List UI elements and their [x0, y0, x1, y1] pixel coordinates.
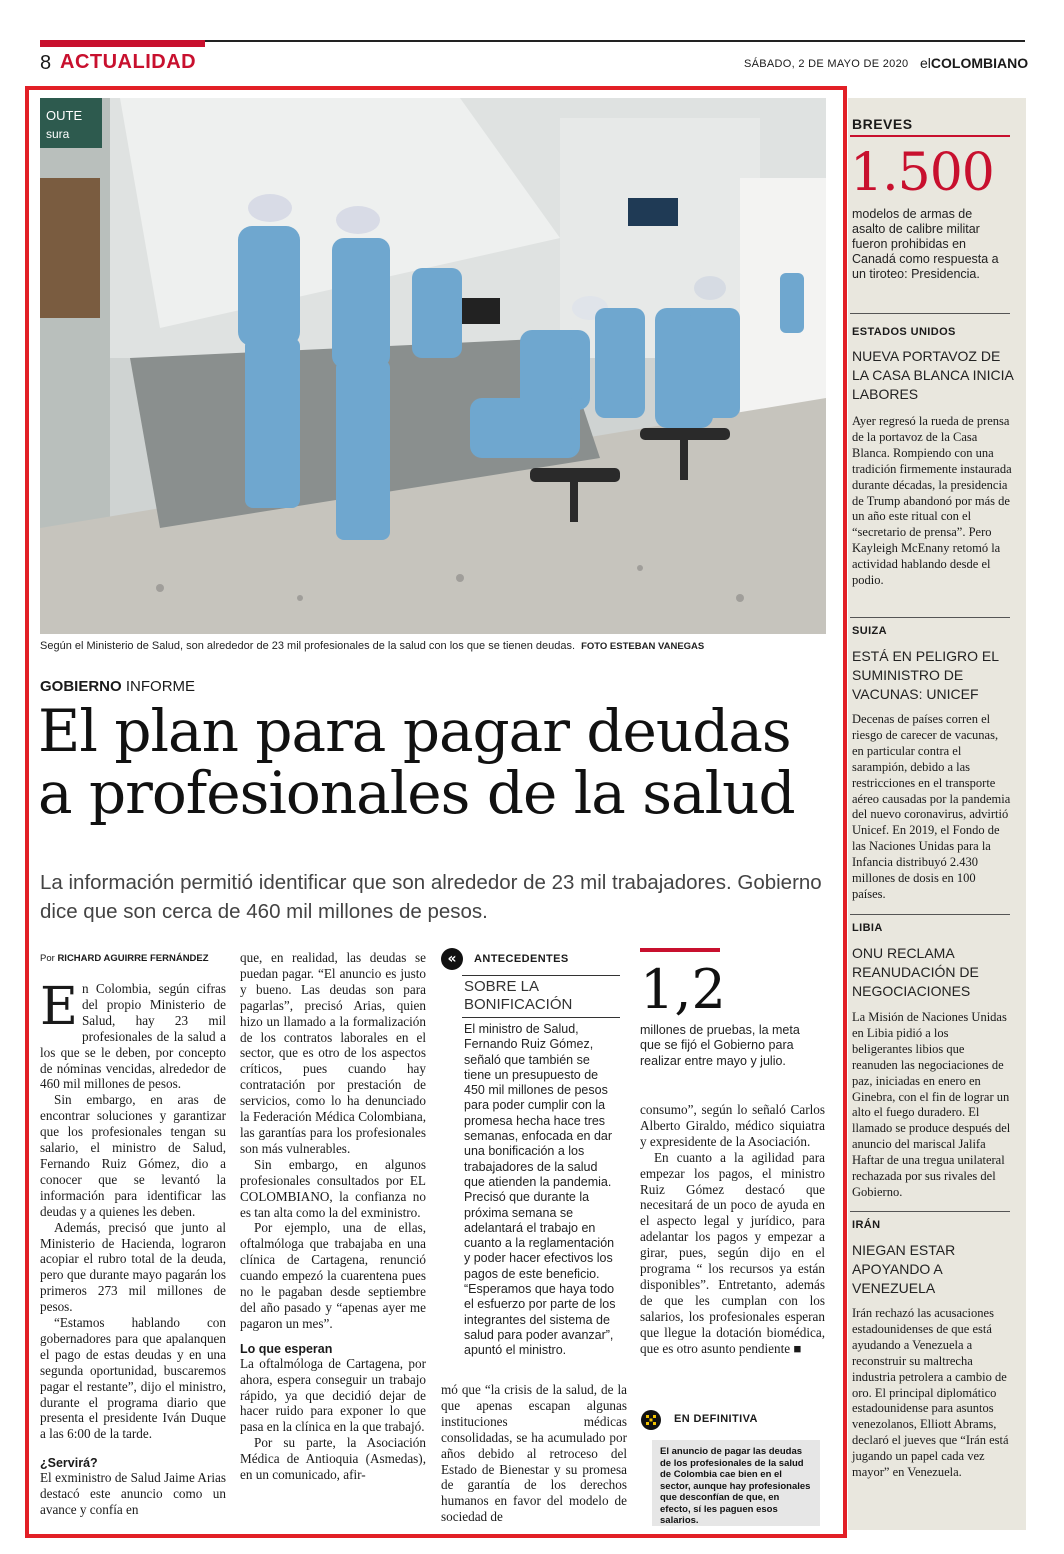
hospital-scene-illustration: [40, 98, 826, 634]
headline-line-1: El plan para pagar deudas: [38, 697, 791, 765]
sidebar-item-text: Decenas de países corren el riesgo de carecer de vacunas, en particular contra el sarampión, debido a las restricciones en el transporte aéreo causadas por la pandemia del nuevo coronavirus, advirtió Unicef. En 2019, el Fondo de las Naciones Unidas para la Infancia distribuyó 2.430 millones de dosis en 100 países.: [852, 712, 1011, 901]
byline: [40, 953, 209, 964]
drop-cap: E: [40, 977, 78, 1037]
hospital-photo: [40, 98, 826, 634]
sidebar-item-title: ESTÁ EN PELIGRO EL SUMINISTRO DE VACUNAS: UNICEF: [852, 648, 999, 702]
sidebar-item-country: IRÁN: [852, 1219, 881, 1231]
sidebar-item-text: Irán rechazó las acusaciones estadounidenses de que está ayudando a Venezuela a reconstruir su maltrecha industria petrolera a cambio de oro. El principal diplomático estadounidense para asuntos venezolanos, Elliott Abrams, declaró el jueves que “Irán está jugando un papel cada vez mayor” en Venezuela.: [852, 1306, 1009, 1480]
sidebar-item-title: NIEGAN ESTAR APOYANDO A VENEZUELA: [852, 1242, 956, 1296]
logo-name: COLOMBIANO: [930, 55, 1029, 71]
sidebar-item-country: LIBIA: [852, 922, 883, 934]
body-paragraph: Por su parte, la Asociación Médica de Antioquia (Asmedas), en un comunicado, afir-: [240, 1435, 426, 1483]
sidebar-rule: [850, 617, 1010, 618]
body-paragraph: En cuanto a la agilidad para empezar los pagos, el ministro Ruiz Gómez destacó que necesitará de un poco de ayuda en el aspecto legal y jurídico, para adelantar los pagos y empezar a girar, pues, según dijo en el programa “ los recursos ya están disponibles”. Entretanto, además de que les cumplan con los salarios, los profesionales esperan que llegue la dotación biomédica, que es otro asunto pendiente ■: [640, 1149, 825, 1356]
sidebar-item-country: ESTADOS UNIDOS: [852, 326, 956, 338]
article-headline: [38, 697, 838, 827]
subhead: ¿Servirá?: [40, 1456, 98, 1471]
byline-author: RICHARD AGUIRRE FERNÁNDEZ: [57, 953, 209, 964]
caption-text: Según el Ministerio de Salud, son alrededor de 23 mil profesionales de la salud con los que se tienen deudas.: [40, 640, 576, 652]
en-definitiva-box: El anuncio de pagar las deudas de los profesionales de la salud de Colombia cae bien en el sector, aunque hay profesionales que desconfían de que, en efecto, sí les paguen esos salarios.: [652, 1440, 820, 1526]
svg-text:sura: sura: [46, 127, 70, 141]
sidebar-item-title: NUEVA PORTAVOZ DE LA CASA BLANCA INICIA LABORES: [852, 348, 1014, 402]
body-paragraph: Sin embargo, en aras de encontrar soluciones y garantizar que los profesionales tengan su salario, el ministro de Salud, Fernando Ruiz Gómez, dio a conocer que se levantó la información para identificar las deudas y a quienes les deben.: [40, 1092, 226, 1219]
sidebar-item-title: ONU RECLAMA REANUDACIÓN DE NEGOCIACIONES: [852, 945, 979, 999]
sidebar-item-country: SUIZA: [852, 625, 887, 637]
antecedentes-text: El ministro de Salud, Fernando Ruiz Gómez, señaló que también se tiene un presupuesto de 450 mil millones de pesos para poder cumplir con la promesa hecha hace tres semanas, enfocada en dar una bonificación a los trabajadores de la salud que atienden la pandemia. Precisó que durante la próxima semana se adelantará el trabajo en cuanto a la reglamentación y poder hacer efectivos los pagos de este beneficio. “Esperamos que haya todo el esfuerzo por parte de los integrantes del sistema de salud para poder avanzar”, apuntó el ministro.: [464, 1022, 616, 1358]
breves-rule: [850, 135, 1010, 137]
subhead: Lo que esperan: [240, 1341, 333, 1356]
sidebar-item-text: Ayer regresó la rueda de prensa de la portavoz de la Casa Blanca. Rompiendo con una tradición firmemente instaurada durante décadas, la presidencia de Trump abandonó por más de un año este ritual con el “secretario de prensa”. Pero Kayleigh McEnany retomó la actividad hablando desde el podio.: [852, 414, 1012, 588]
sidebar-item-text: La Misión de Naciones Unidas en Libia pidió a los beligerantes libios que reanuden las negociaciones de paz, iniciadas en enero en Ginebra, con el fin de lograr un alto el fuego duradero. El llamado se produce después del anuncio del mariscal Jalifa Haftar de una tregua unilateral rechazada por sus rivales del Gobierno.: [852, 1010, 1011, 1199]
kicker-bold: GOBIERNO: [40, 678, 122, 695]
body-paragraph: Por ejemplo, una de ellas, oftalmóloga que trabajaba en una clínica de Cartagena, renunció cuando empezó la cuarentena pues no le pagaban desde septiembre del año pasado y “apenas ayer me pagaron un mes”.: [240, 1220, 426, 1331]
logo-el: el: [920, 55, 931, 71]
body-paragraph: que, en realidad, las deudas se puedan pagar. “El anuncio es justo y bueno. Las deudas son para pagarlas”, precisó Arias, quien hizo un llamado a la formalización de los contratos laborales en el sector, que es otro de los aspectos críticos, pues cuando hay contratación por prestación de servicios, como lo ha denunciado la Federación Médica Colombiana, las garantías para los profesionales son más vulnerables.: [240, 950, 426, 1156]
body-paragraph: El exministro de Salud Jaime Arias destacó este anuncio como un avance y confía en: [40, 1470, 226, 1518]
photo-caption: [40, 640, 830, 652]
article-deck: La información permitió identificar que son alrededor de 23 mil trabajadores. Gobierno dice que son cerca de 460 mil millones de pesos.: [40, 871, 822, 923]
body-paragraph: “Estamos hablando con gobernadores para que apalanquen el pago de estas deudas y en una segunda oportunidad, buscaremos pagar el restante”, dijo el ministro, durante el programa diario que presenta el presidente Iván Duque a las 6:00 de la tarde.: [40, 1315, 226, 1442]
body-paragraph: En Colombia, según cifras del propio Ministerio de Salud, hay 23 mil profesionales de la salud a los que se le deben, por concepto de nóminas vencidas, alrededor de 460 mil millones de pesos.: [40, 977, 226, 1092]
body-column-3: [441, 1382, 627, 1525]
en-definitiva-label: EN DEFINITIVA: [674, 1413, 758, 1425]
issue-date: SÁBADO, 2 DE MAYO DE 2020: [744, 58, 909, 70]
stat-number: 1,2: [640, 958, 726, 1021]
body-paragraph: Además, precisó que junto al Ministerio de Hacienda, lograron acopiar el rubro total de la deuda, pero que durante mayo pagarán los primeros 273 mil millones de pesos.: [40, 1219, 226, 1315]
headline-line-2: a profesionales de la salud: [38, 759, 795, 827]
antecedentes-label: ANTECEDENTES: [474, 953, 569, 965]
body-paragraph: Sin embargo, en algunos profesionales consultados por EL COLOMBIANO, la confianza no es tan alta como la del exministro.: [240, 1156, 426, 1220]
sidebar-rule: [850, 1211, 1010, 1212]
body-paragraph: La oftalmóloga de Cartagena, por ahora, espera conseguir un trabajo rápido, ya que decidió dejar de hacer ruido para exponer lo que pasa en la clínica en la que trabajó.: [240, 1355, 426, 1435]
en-definitiva-icon: [641, 1410, 661, 1430]
byline-prefix: Por: [40, 953, 55, 964]
photo-sign-text: OUTE: [46, 108, 83, 123]
antecedentes-title: SOBRE LA BONIFICACIÓN: [462, 975, 620, 1018]
breves-big-text: modelos de armas de asalto de calibre militar fueron prohibidas en Canadá como respuesta a un tiroteo: Presidencia.: [852, 207, 999, 281]
sidebar-rule: [850, 914, 1010, 915]
breves-label: BREVES: [852, 116, 913, 132]
end-mark: ■: [793, 1340, 802, 1356]
breves-big-number: 1.500: [850, 143, 994, 203]
body-column-4: [640, 1102, 825, 1357]
section-title: ACTUALIDAD: [60, 51, 197, 73]
section-color-bar: [40, 40, 205, 47]
antecedentes-icon: «: [441, 948, 463, 970]
body-column-1: [40, 977, 226, 1518]
body-paragraph: mó que “la crisis de la salud, de la que apenas escapan algunas instituciones médicas consolidadas, se ha acumulado por años debido al retroceso del Estado de Bienestar y su promesa de garantía de los derechos humanos en favor del modelo de sociedad de: [441, 1382, 627, 1525]
stat-accent-bar: [640, 948, 720, 952]
body-column-2: [240, 950, 426, 1483]
page-number: 8: [40, 52, 52, 74]
stat-text: millones de pruebas, la meta que se fijó el Gobierno para realizar entre mayo y julio.: [640, 1023, 800, 1068]
photo-credit: FOTO ESTEBAN VANEGAS: [581, 641, 705, 652]
sidebar-rule: [850, 313, 1010, 314]
kicker-rest: INFORME: [125, 678, 196, 695]
body-paragraph: consumo”, según lo señaló Carlos Alberto Giraldo, médico siquiatra y expresidente de la Asociación.: [640, 1102, 825, 1149]
article-kicker: [40, 678, 195, 695]
newspaper-logo: [920, 55, 1028, 71]
